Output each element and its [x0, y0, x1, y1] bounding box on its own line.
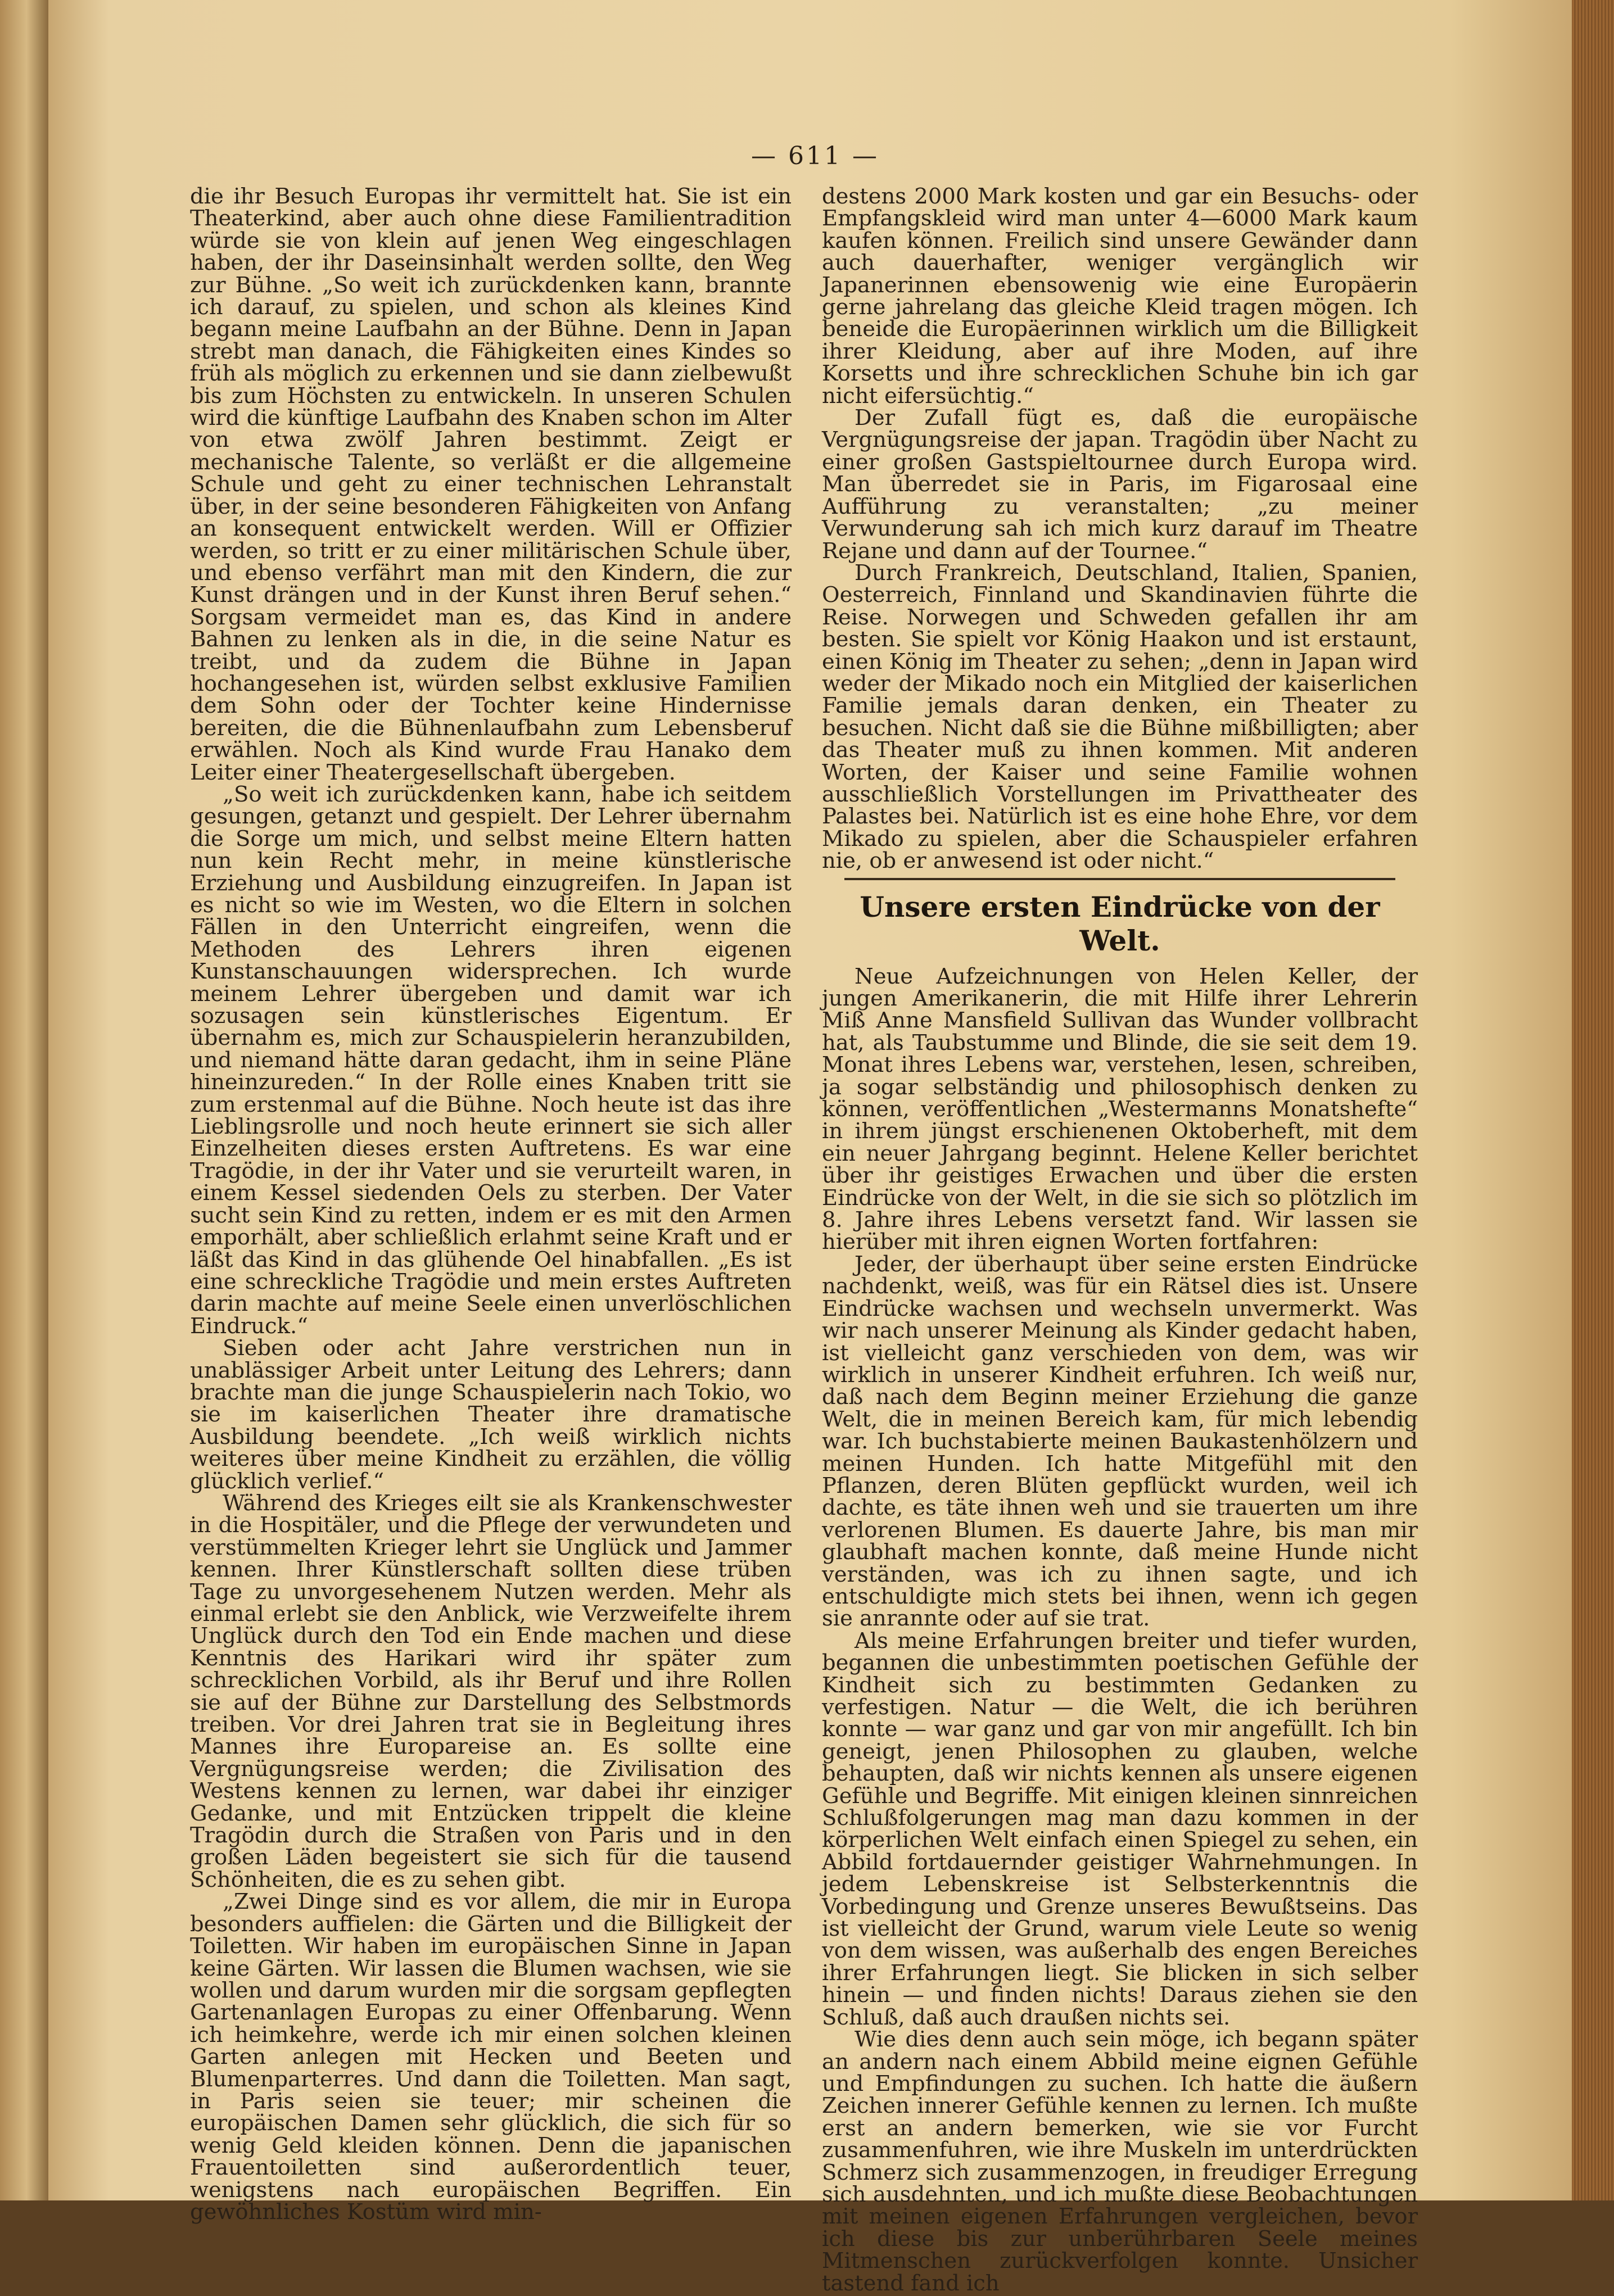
page-number: — 611 — [751, 142, 879, 170]
article-paragraph: Wie dies denn auch sein möge, ich begann später an andern nach einem Abbild meine eignen Gefühle und Empfindungen zu suchen. Ich hatte die äußern Zeichen innerer Gefühle kennen zu lernen. Ich mußte erst an andern bemerken, wie sie vor Furcht zusammenfuhren, wie ihre Muskeln im unterdrückten Schmerz sich zusammenzogen, in freudiger Erregung sich ausdehnten, und ich mußte diese Beobachtungen mit meinen eigenen Erfahrungen vergleichen, bevor ich diese bis zur unberührbaren Seele meines Mitmenschen zurückverfolgen konnte. Unsicher tastend fand ich [822, 2027, 1418, 2296]
right-column [822, 184, 1418, 2296]
left-column [190, 184, 792, 2225]
article-paragraph: Jeder, der überhaupt über seine ersten Eindrücke nachdenkt, weiß, was für ein Rätsel dies ist. Unsere Eindrücke wachsen und wechseln unvermerkt. Was wir nach unserer Meinung als Kinder gedacht haben, ist vielleicht ganz verschieden von dem, was wir wirklich in unserer Kindheit erfuhren. Ich weiß nur, daß nach dem Beginn meiner Erziehung die ganze Welt, die in meinen Bereich kam, für mich lebendig war. Ich buchstabierte meinen Baukastenhölzern und meinen Hunden. Ich hatte Mitgefühl mit den Pflanzen, deren Blüten gepflückt wurden, weil ich dachte, es täte ihnen weh und sie trauerten um ihre verlorenen Blumen. Es dauerte Jahre, bis man mir glaubhaft machen konnte, daß meine Hunde nicht verständen, was ich zu ihnen sagte, und ich entschuldigte mich stets bei ihnen, wenn ich gegen sie anrannte oder auf sie trat. [822, 1251, 1418, 1632]
left-paragraph: „Zwei Dinge sind es vor allem, die mir in Europa besonders auffielen: die Gärten und die Billigkeit der Toiletten. Wir haben im europäischen Sinne in Japan keine Gärten. Wir lassen die Blumen wachsen, wie sie wollen und darum wurden mir die sorgsam gepflegten Gartenanlagen Europas zu einer Offenbarung. Wenn ich heimkehre, werde ich mir einen solchen kleinen Garten anlegen mit Hecken und Beeten und Blumenparterres. Und dann die Toiletten. Man sagt, in Paris seien sie teuer; mir scheinen die europäischen Damen sehr glücklich, die sich für so wenig Geld kleiden können. Denn die japanischen Frauentoiletten sind außerordentlich teuer, wenigstens nach europäischen Begriffen. Ein gewöhnliches Kostüm wird min- [190, 1889, 792, 2225]
right-paragraph: Der Zufall fügt es, daß die europäische Vergnügungsreise der japan. Tragödin über Nacht zu einer großen Gastspieltournee durch Europa wird. Man überredet sie in Paris, im Figarosaal eine Aufführung zu veranstalten; „zu meiner Verwunderung sah ich mich kurz darauf im Theatre Rejane und dann auf der Tournee.“ [822, 405, 1418, 564]
article-paragraph: Als meine Erfahrungen breiter und tiefer wurden, begannen die unbestimmten poetischen Gefühle der Kindheit sich zu bestimmten Gedanken zu verfestigen. Natur — die Welt, die ich berühren konnte — war ganz und gar von mir angefüllt. Ich bin geneigt, jenen Philosophen zu glauben, welche behaupten, daß wir nichts kennen als unsere eigenen Gefühle und Begriffe. Mit einigen kleinen sinnreichen Schlußfolgerungen mag man dazu kommen in der körperlichen Welt einfach einen Spiegel zu sehen, ein Abbild fortdauernder geistiger Wahrnehmungen. In jedem Lebenskreise ist Selbsterkenntnis die Vorbedingung und Grenze unseres Bewußtseins. Das ist vielleicht der Grund, warum viele Leute so wenig von dem wissen, was außerhalb des engen Bereiches ihrer Erfahrungen liegt. Sie blicken in sich selber hinein — und finden nichts! Daraus ziehen sie den Schluß, daß auch draußen nichts sei. [822, 1628, 1418, 2030]
left-paragraph: Sieben oder acht Jahre verstrichen nun in unablässiger Arbeit unter Leitung des Lehrers; dann brachte man die junge Schauspielerin nach Tokio, wo sie im kaiserlichen Theater ihre dramatische Ausbildung beendete. „Ich weiß wirklich nichts weiteres über meine Kindheit zu erzählen, die völlig glücklich verlief.“ [190, 1335, 792, 1494]
article-paragraph: Neue Aufzeichnungen von Helen Keller, der jungen Amerikanerin, die mit Hilfe ihrer Lehrerin Miß Anne Mansfield Sullivan das Wunder vollbracht hat, als Taubstumme und Blinde, die sie seit dem 19. Monat ihres Lebens war, verstehen, lesen, schreiben, ja sogar selbständig und philosophisch denken zu können, veröffentlichen „Westermanns Monatshefte“ in ihrem jüngst erschienenen Oktoberheft, mit dem ein neuer Jahrgang beginnt. Helene Keller berichtet über ihr geistiges Erwachen und über die ersten Eindrücke von der Welt, in die sie sich so plötzlich im 8. Jahre ihres Lebens versetzt fand. Wir lassen sie hierüber mit ihren eignen Worten fortfahren: [822, 963, 1418, 1255]
previous-page-margin [0, 0, 48, 2200]
left-paragraph: „So weit ich zurückdenken kann, habe ich seitdem gesungen, getanzt und gespielt. Der Lehrer übernahm die Sorge um mich, und selbst meine Eltern hatten nun kein Recht mehr, in meine künstlerische Erziehung und Ausbildung einzugreifen. In Japan ist es nicht so wie im Westen, wo die Eltern in solchen Fällen in den Unterricht eingreifen, wenn die Methoden des Lehrers ihren eigenen Kunstanschauungen widersprechen. Ich wurde meinem Lehrer übergeben und damit war ich sozusagen sein künstlerisches Eigentum. Er übernahm es, mich zur Schauspielerin heranzubilden, und niemand hätte daran gedacht, ihm in seine Pläne hineinzureden.“ In der Rolle eines Knaben tritt sie zum erstenmal auf die Bühne. Noch heute ist das ihre Lieblingsrolle und noch heute erinnert sie sich aller Einzelheiten dieses ersten Auftretens. Es war eine Tragödie, in der ihr Vater und sie verurteilt waren, in einem Kessel siedenden Oels zu sterben. Der Vater sucht sein Kind zu retten, indem er es mit den Armen emporhält, aber schließlich erlahmt seine Kraft und er läßt das Kind in das glühende Oel hinabfallen. „Es ist eine schreckliche Tragödie und mein erstes Auftreten darin machte auf meine Seele einen unverlöschlichen Eindruck.“ [190, 781, 792, 1339]
book-page-edges [1572, 0, 1614, 2200]
right-paragraph: Durch Frankreich, Deutschland, Italien, Spanien, Oesterreich, Finnland und Skandinavien führte die Reise. Norwegen und Schweden gefallen ihr am besten. Sie spielt vor König Haakon und ist erstaunt, einen König im Theater zu sehen; „denn in Japan wird weder der Mikado noch ein Mitglied der kaiserlichen Familie jemals daran denken, ein Theater zu besuchen. Nicht daß sie die Bühne mißbilligten; aber das Theater muß zu ihnen kommen. Mit anderen Worten, der Kaiser und seine Familie wohnen ausschließlich Vorstellungen im Privattheater des Palastes bei. Natürlich ist es eine hohe Ehre, vor dem Mikado zu spielen, aber die Schauspieler erfahren nie, ob er anwesend ist oder nicht.“ [822, 560, 1418, 874]
left-paragraph: die ihr Besuch Europas ihr vermittelt hat. Sie ist ein Theaterkind, aber auch ohne diese Familientradition würde sie von klein auf jenen Weg eingeschlagen haben, der ihr Daseinsinhalt werden sollte, den Weg zur Bühne. „So weit ich zurückdenken kann, brannte ich darauf, zu spielen, und schon als kleines Kind begann meine Laufbahn an der Bühne. Denn in Japan strebt man danach, die Fähigkeiten eines Kindes so früh als möglich zu erkennen und sie dann zielbewußt bis zum Höchsten zu entwickeln. In unseren Schulen wird die künftige Laufbahn des Knaben schon im Alter von etwa zwölf Jahren bestimmt. Zeigt er mechanische Talente, so verläßt er die allgemeine Schule und geht zu einer technischen Lehranstalt über, in der seine besonderen Fähigkeiten von Anfang an konsequent entwickelt werden. Will er Offizier werden, so tritt er zu einer militärischen Schule über, und ebenso verfährt man mit den Kindern, die zur Kunst drängen und in der Kunst ihren Beruf sehen.“ Sorgsam vermeidet man es, das Kind in andere Bahnen zu lenken als in die, in die seine Natur es treibt, und da zudem die Bühne in Japan hochangesehen ist, würden selbst exklusive Familien dem Sohn oder der Tochter keine Hindernisse bereiten, die die Bühnenlaufbahn zum Lebensberuf erwählen. Noch als Kind wurde Frau Hanako dem Leiter einer Theatergesellschaft übergeben. [190, 184, 792, 785]
section-divider [844, 878, 1395, 880]
left-paragraph: Während des Krieges eilt sie als Krankenschwester in die Hospitäler, und die Pflege der verwundeten und verstümmelten Krieger lehrt sie Unglück und Jammer kennen. Ihrer Künstlerschaft sollten diese trüben Tage zu unvorgesehenem Nutzen werden. Mehr als einmal erlebt sie den Anblick, wie Verzweifelte ihrem Unglück durch den Tod ein Ende machen und diese Kenntnis des Harikari wird ihr später zum schrecklichen Vorbild, als ihr Beruf und ihre Rollen sie auf der Bühne zur Darstellung des Selbstmords treiben. Vor drei Jahren trat sie in Begleitung ihres Mannes ihre Europareise an. Es sollte eine Vergnügungsreise werden; die Zivilisation des Westens kennen zu lernen, war dabei ihr einziger Gedanke, und mit Entzücken trippelt die kleine Tragödin durch die Straßen von Paris und in den großen Läden begeistert sie sich für die tausend Schönheiten, die es zu sehen gibt. [190, 1490, 792, 1892]
article-heading: Unsere ersten Eindrücke von der Welt. [860, 890, 1380, 957]
right-paragraph: destens 2000 Mark kosten und gar ein Besuchs- oder Empfangskleid wird man unter 4—6000 Mark kaum kaufen können. Freilich sind unsere Gewänder dann auch dauerhafter, weniger vergänglich wir Japanerinnen ebensowenig wie eine Europäerin gerne jahrelang das gleiche Kleid tragen mögen. Ich beneide die Europäerinnen wirklich um die Billigkeit ihrer Kleidung, aber auf ihre Moden, auf ihre Korsetts und ihre schrecklichen Schuhe bin ich gar nicht eifersüchtig.“ [822, 184, 1418, 409]
